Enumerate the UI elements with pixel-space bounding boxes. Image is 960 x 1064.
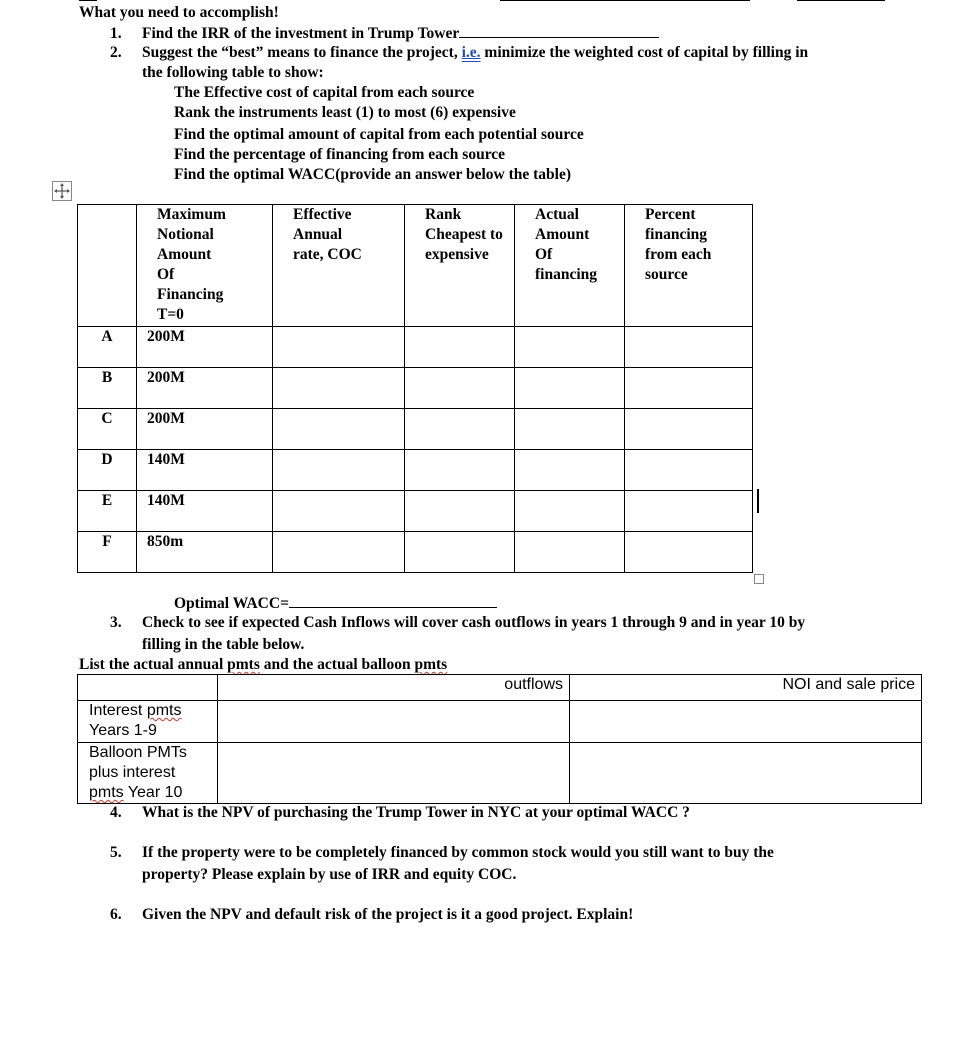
cashflow-corner-cell[interactable] xyxy=(78,675,218,701)
max-amount-cell[interactable]: 200M xyxy=(137,327,273,368)
effective-rate-cell[interactable] xyxy=(273,450,405,491)
max-amount-cell[interactable]: 200M xyxy=(137,409,273,450)
effective-rate-cell[interactable] xyxy=(273,532,405,573)
subitem: Find the optimal WACC(provide an answer below the table) xyxy=(174,166,571,183)
rank-cell[interactable] xyxy=(405,409,515,450)
top-rule-left xyxy=(79,0,97,1)
row-label[interactable]: B xyxy=(78,368,137,409)
row-label[interactable]: D xyxy=(78,450,137,491)
heading: What you need to accomplish! xyxy=(79,4,279,21)
effective-rate-cell[interactable] xyxy=(273,409,405,450)
ie-link[interactable]: i.e. xyxy=(461,44,481,61)
subitem: Find the optimal amount of capital from each potential source xyxy=(174,126,584,143)
col-header-percent[interactable]: Percent financing from each source xyxy=(625,205,753,327)
rank-cell[interactable] xyxy=(405,450,515,491)
item-2-cont: the following table to show: xyxy=(142,64,324,81)
percent-cell[interactable] xyxy=(625,368,753,409)
text-cursor xyxy=(757,489,759,513)
row-label-interest[interactable]: Interest pmts Years 1-9 xyxy=(78,701,218,743)
top-rule-right xyxy=(797,0,885,1)
interest-outflows-cell[interactable] xyxy=(218,701,570,743)
actual-amount-cell[interactable] xyxy=(515,532,625,573)
row-label[interactable]: F xyxy=(78,532,137,573)
percent-cell[interactable] xyxy=(625,491,753,532)
col-header-effective-rate[interactable]: Effective Annual rate, COC xyxy=(273,205,405,327)
effective-rate-cell[interactable] xyxy=(273,491,405,532)
optimal-wacc: Optimal WACC= xyxy=(174,594,497,613)
table-row xyxy=(78,701,922,743)
question-5-cont: property? Please explain by use of IRR and equity COC. xyxy=(142,866,517,883)
item-2: 2. Suggest the “best” means to finance the project, i.e. minimize the weighted cost of capital by filling in xyxy=(110,44,809,61)
col-header-actual-amount[interactable]: Actual Amount Of financing xyxy=(515,205,625,327)
actual-amount-cell[interactable] xyxy=(515,327,625,368)
table-row xyxy=(78,532,753,573)
actual-amount-cell[interactable] xyxy=(515,368,625,409)
percent-cell[interactable] xyxy=(625,409,753,450)
subitem: The Effective cost of capital from each source xyxy=(174,84,475,101)
subitem: Rank the instruments least (1) to most (6) expensive xyxy=(174,104,516,121)
actual-amount-cell[interactable] xyxy=(515,491,625,532)
table-row xyxy=(78,743,922,804)
rank-cell[interactable] xyxy=(405,327,515,368)
table-row xyxy=(78,450,753,491)
percent-cell[interactable] xyxy=(625,327,753,368)
col-header-outflows[interactable]: outflows xyxy=(218,675,570,701)
row-label[interactable]: E xyxy=(78,491,137,532)
table-row xyxy=(78,491,753,532)
row-label[interactable]: C xyxy=(78,409,137,450)
rank-cell[interactable] xyxy=(405,368,515,409)
rank-cell[interactable] xyxy=(405,491,515,532)
question-5: 5. If the property were to be completely financed by common stock would you still want to buy the xyxy=(110,844,774,861)
irr-blank[interactable] xyxy=(459,24,659,38)
table-row xyxy=(78,409,753,450)
max-amount-cell[interactable]: 850m xyxy=(137,532,273,573)
item-3-cont: filling in the table below. xyxy=(142,636,305,653)
question-4: 4. What is the NPV of purchasing the Trump Tower in NYC at your optimal WACC ? xyxy=(110,804,690,821)
list-instruction: List the actual annual pmts and the actual balloon pmts xyxy=(79,656,448,673)
cashflow-table xyxy=(77,674,922,804)
header-corner-cell[interactable] xyxy=(78,205,137,327)
max-amount-cell[interactable]: 200M xyxy=(137,368,273,409)
table-row xyxy=(78,368,753,409)
wacc-blank[interactable] xyxy=(289,594,497,608)
top-rule-mid xyxy=(500,0,750,1)
effective-rate-cell[interactable] xyxy=(273,327,405,368)
item-1: 1. Find the IRR of the investment in Trump Tower xyxy=(110,24,659,43)
col-header-rank[interactable]: Rank Cheapest to expensive xyxy=(405,205,515,327)
effective-rate-cell[interactable] xyxy=(273,368,405,409)
subitem: Find the percentage of financing from each source xyxy=(174,146,506,163)
balloon-outflows-cell[interactable] xyxy=(218,743,570,804)
max-amount-cell[interactable]: 140M xyxy=(137,450,273,491)
balloon-noi-cell[interactable] xyxy=(570,743,922,804)
actual-amount-cell[interactable] xyxy=(515,450,625,491)
percent-cell[interactable] xyxy=(625,450,753,491)
col-header-noi-sale[interactable]: NOI and sale price xyxy=(570,675,922,701)
row-label[interactable]: A xyxy=(78,327,137,368)
rank-cell[interactable] xyxy=(405,532,515,573)
cashflow-header-row xyxy=(78,675,922,701)
table-header-row xyxy=(78,205,753,327)
financing-table xyxy=(77,204,753,573)
question-6: 6. Given the NPV and default risk of the project is it a good project. Explain! xyxy=(110,906,634,923)
move-arrows-icon xyxy=(53,182,71,200)
table-row xyxy=(78,327,753,368)
max-amount-cell[interactable]: 140M xyxy=(137,491,273,532)
col-header-max-notional[interactable]: Maximum Notional Amount Of Financing T=0 xyxy=(137,205,273,327)
interest-noi-cell[interactable] xyxy=(570,701,922,743)
percent-cell[interactable] xyxy=(625,532,753,573)
table-resize-handle[interactable] xyxy=(754,574,764,584)
table-move-handle[interactable] xyxy=(52,181,72,201)
row-label-balloon[interactable]: Balloon PMTs plus interest pmts Year 10 xyxy=(78,743,218,804)
actual-amount-cell[interactable] xyxy=(515,409,625,450)
item-3: 3. Check to see if expected Cash Inflows will cover cash outflows in years 1 through 9 and in year 10 by xyxy=(110,614,806,631)
